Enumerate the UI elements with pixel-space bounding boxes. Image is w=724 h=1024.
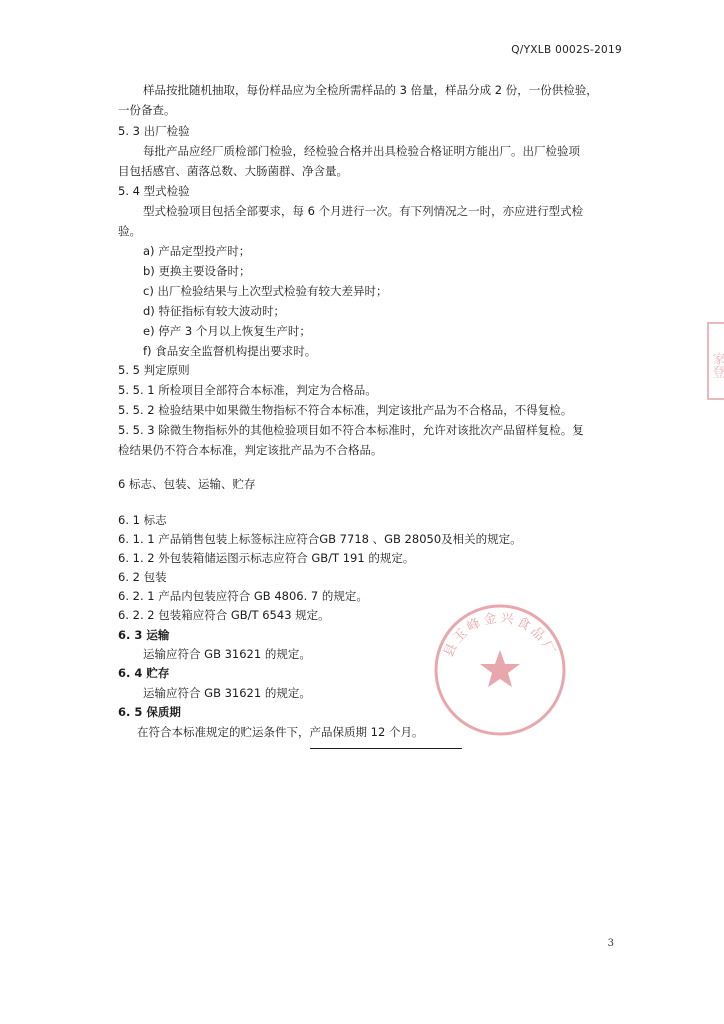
text-line: 目包括感官、菌落总数、大肠菌群、净含量。 xyxy=(118,164,348,178)
section-5-3-heading: 5. 3 出厂检验 xyxy=(118,124,190,138)
page-number: 3 xyxy=(607,938,614,949)
list-item-a: a) 产品定型投产时； xyxy=(143,244,251,258)
document-code: Q/YXLB 0002S-2019 xyxy=(511,44,622,56)
end-rule xyxy=(310,748,462,749)
section-6-5-heading: 6. 5 保质期 xyxy=(118,705,181,719)
text-line: 验。 xyxy=(118,224,141,238)
text-line: 一份备查。 xyxy=(118,103,176,117)
edge-stamp xyxy=(704,322,724,400)
section-6-2-heading: 6. 2 包装 xyxy=(118,570,167,584)
text-line: 样品按批随机抽取，每份样品应为全检所需样品的 3 倍量，样品分成 2 份，一份供检验， xyxy=(143,83,598,97)
text-line: 型式检验项目包括全部要求，每 6 个月进行一次。有下列情况之一时，亦应进行型式检 xyxy=(143,204,584,218)
clause-6-2-1: 6. 2. 1 产品内包装应符合 GB 4806. 7 的规定。 xyxy=(118,589,368,603)
section-6-1-heading: 6. 1 标志 xyxy=(118,513,167,527)
rule-5-5-2: 5. 5. 2 检验结果中如果微生物指标不符合本标准，判定该批产品为不合格品，不得复检。 xyxy=(118,403,573,417)
clause-6-3: 运输应符合 GB 31621 的规定。 xyxy=(143,647,311,661)
clause-6-4: 运输应符合 GB 31621 的规定。 xyxy=(143,686,311,700)
list-item-e: e) 停产 3 个月以上恢复生产时； xyxy=(143,324,311,338)
edge-stamp-text: 家登 xyxy=(709,352,724,378)
rule-5-5-3: 5. 5. 3 除微生物指标外的其他检验项目如不符合本标准时，允许对该批次产品留样复检。复 xyxy=(118,423,584,437)
list-item-c: c) 出厂检验结果与上次型式检验有较大差异时； xyxy=(143,284,388,298)
section-6-3-heading: 6. 3 运输 xyxy=(118,628,170,642)
text-line: 每批产品应经厂质检部门检验，经检验合格并出具检验合格证明方能出厂。出厂检验项 xyxy=(143,144,580,158)
rule-5-5-1: 5. 5. 1 所检项目全部符合本标准，判定为合格品。 xyxy=(118,383,377,397)
list-item-f: f) 食品安全监督机构提出要求时。 xyxy=(143,344,317,358)
clause-6-5: 在符合本标准规定的贮运条件下，产品保质期 12 个月。 xyxy=(137,725,424,739)
clause-6-1-2: 6. 1. 2 外包装箱储运图示标志应符合 GB/T 191 的规定。 xyxy=(118,551,415,565)
list-item-b: b) 更换主要设备时； xyxy=(143,264,251,278)
section-5-5-heading: 5. 5 判定原则 xyxy=(118,363,190,377)
clause-6-1-1: 6. 1. 1 产品销售包装上标签标注应符合GB 7718 、GB 28050及相关的规定。 xyxy=(118,532,522,546)
list-item-d: d) 特征指标有较大波动时； xyxy=(143,304,285,318)
seal-text: 县玉峰金兴食品厂 xyxy=(441,610,559,660)
section-6-4-heading: 6. 4 贮存 xyxy=(118,666,170,680)
company-seal xyxy=(430,600,570,740)
clause-6-2-2: 6. 2. 2 包装箱应符合 GB/T 6543 规定。 xyxy=(118,608,330,622)
section-5-4-heading: 5. 4 型式检验 xyxy=(118,184,190,198)
text-line: 检结果仍不符合本标准，判定该批产品为不合格品。 xyxy=(118,443,383,457)
chapter-6-heading: 6 标志、包装、运输、贮存 xyxy=(118,477,256,491)
